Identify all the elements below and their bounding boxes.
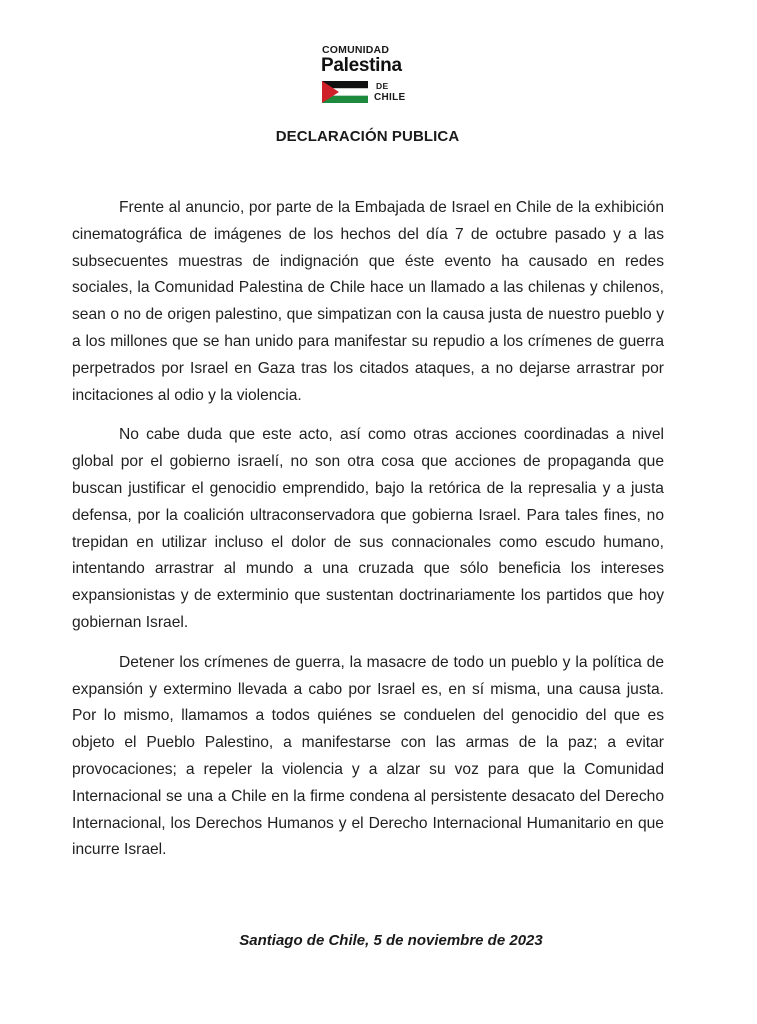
document-title: DECLARACIÓN PUBLICA <box>275 128 460 145</box>
declaration-body <box>72 195 664 877</box>
paragraph: Detener los crímenes de guerra, la masacre de todo un pueblo y la política de expansión y extermino llevada a cabo por Israel es, en sí misma, una causa justa. Por lo mismo, llamamos a todos quiénes se conduelen del genocidio del que es objeto el Pueblo Palestino, a manifestarse con las armas de la paz; a evitar provocaciones; a repeler la violencia y a alzar su voz para que la Comunidad Internacional se una a Chile en la firme condena al persistente desacato del Derecho Internacional, los Derechos Humanos y el Derecho Internacional Humanitario en que incurre Israel. <box>72 653 664 859</box>
paragraph: No cabe duda que este acto, así como otras acciones coordinadas a nivel global por el gobierno israelí, no son otra cosa que acciones de propaganda que buscan justificar el genocidio emprendido, bajo la retórica de la represalia y a justa defensa, por la coalición ultraconservadora que gobierna Israel. Para tales fines, no trepidan en utilizar incluso el dolor de sus connacionales como escudo humano, intentando arrastrar al mundo a una cruzada que sólo beneficia los intereses expansionistas y de exterminio que sustentan doctrinariamente los partidos que hoy gobiernan Israel. <box>72 426 664 631</box>
organization-logo <box>320 44 414 108</box>
place-and-date: Santiago de Chile, 5 de noviembre de 2023 <box>239 932 543 949</box>
logo-text-de: DE <box>376 81 389 91</box>
logo-text-chile: CHILE <box>374 92 406 103</box>
logo-text-comunidad: COMUNIDAD <box>322 44 390 56</box>
paragraph: Frente al anuncio, por parte de la Embajada de Israel en Chile de la exhibición cinematográfica de imágenes de los hechos del día 7 de octubre pasado y a las subsecuentes muestras de indignación que éste evento ha causado en redes sociales, la Comunidad Palestina de Chile hace un llamado a las chilenas y chilenos, sean o no de origen palestino, que simpatizan con la causa justa de nuestro pueblo y a los millones que se han unido para manifestar su repudio a los crímenes de guerra perpetrados por Israel en Gaza tras los citados ataques, a no dejarse arrastrar por incitaciones al odio y la violencia. <box>72 199 664 404</box>
palestine-flag-icon <box>322 81 368 103</box>
logo-text-palestina: Palestina <box>321 55 402 76</box>
